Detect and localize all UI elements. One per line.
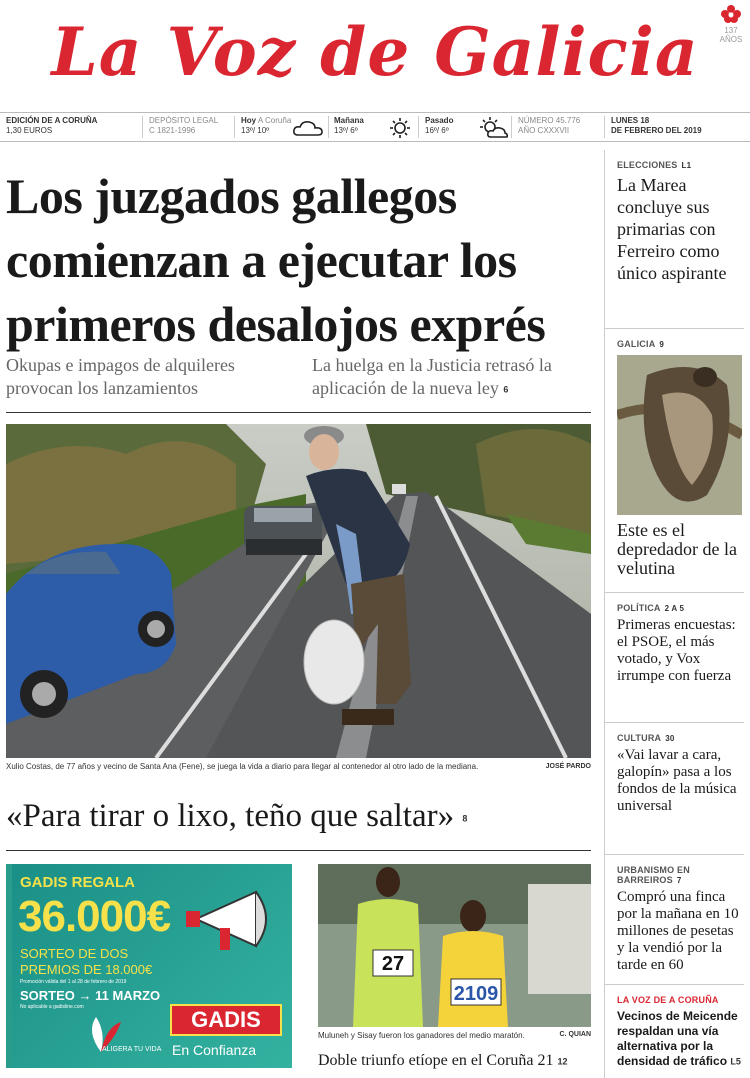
- flower-icon: [720, 4, 742, 24]
- photo-caption: JOSÉ PARDO Xulio Costas, de 77 años y vecino de Santa Ana (Fene), se juega la vida a diario para llegar al contenedor al otro lado de la mediana.: [6, 762, 591, 771]
- lead-headline[interactable]: Los juzgados gallegos comienzan a ejecutar los primeros desalojos exprés: [6, 168, 546, 352]
- cloudy-icon: [291, 117, 325, 139]
- ad-line4: PREMIOS DE 18.000€: [20, 962, 153, 977]
- sidebar-kicker: ELECCIONES L1: [617, 160, 692, 171]
- date-info: LUNES 18 DE FEBRERO DEL 2019: [611, 116, 702, 135]
- photo-credit: JOSÉ PARDO: [545, 763, 591, 770]
- gadis-logo: GADIS: [170, 1004, 282, 1036]
- grey-car: [244, 506, 322, 555]
- sidebar-kicker: GALICIA 9: [617, 339, 665, 350]
- sidebar-text: Primeras encuestas: el PSOE, el más votado, y Vox irrumpe con fuerza: [617, 617, 736, 685]
- lead-deck-right: La huelga en la Justicia retrasó la aplicación de la nueva ley 6: [312, 355, 552, 398]
- sidebar-item-politica[interactable]: [604, 592, 744, 722]
- weather-today: Hoy A Coruña 13º/ 10º: [241, 116, 292, 135]
- marathon-headline[interactable]: Doble triunfo etíope en el Coruña 21 12: [318, 1052, 568, 1069]
- sidebar-kicker: URBANISMO EN BARREIROS 7: [617, 865, 690, 886]
- runners-illustration: [318, 864, 591, 1027]
- page-reference: 12: [557, 1056, 568, 1067]
- ad-slogan: ALIGERA TU VIDA: [102, 1046, 162, 1053]
- bib-left: 27: [381, 953, 405, 975]
- sidebar-text: Compró una finca por la mañana en 10 millones de pesetas y la vendió por la tarde en 60: [617, 889, 739, 974]
- masthead-title: La Voz de Galicia: [51, 13, 699, 91]
- sidebar-kicker: LA VOZ DE A CORUÑA: [617, 995, 719, 1005]
- marathon-caption: C. QUIAN Muluneh y Sisay fueron los ganadores del medio maratón.: [318, 1031, 591, 1040]
- divider: [604, 116, 605, 138]
- section-rule: [6, 850, 591, 851]
- sun-cloud-icon: [476, 117, 510, 139]
- lead-deck-left: Okupas e impagos de alquileres provocan los lanzamientos: [6, 355, 235, 398]
- divider: [418, 116, 419, 138]
- weather-after: Pasado 16º/ 6º: [425, 116, 454, 135]
- divider: [328, 116, 329, 138]
- anniversary-number: 137: [724, 26, 738, 35]
- sidebar-text: La Marea concluye sus primarias con Ferreiro como único aspirante: [617, 175, 727, 284]
- bib-right: 2109: [453, 983, 499, 1005]
- ad-small2: No aplicable a gadisline.com: [20, 1004, 84, 1010]
- sidebar-text: Este es el depredador de la velutina: [617, 520, 737, 579]
- ad-amount: 36.000€: [18, 892, 171, 941]
- info-bar: [0, 112, 750, 142]
- page-reference: 6: [503, 384, 509, 395]
- ad-small: Promoción válida del 1 al 28 de febrero de 2019: [20, 979, 127, 985]
- road-scene-illustration: [6, 424, 591, 758]
- section-rule: [6, 412, 591, 413]
- divider: [234, 116, 235, 138]
- sidebar-item-urbanismo[interactable]: [604, 854, 744, 984]
- ad-line3: SORTEO DE DOS: [20, 946, 129, 961]
- legal-info: DEPÓSITO LEGAL C 1821-1996: [149, 116, 219, 135]
- price-label: 1,30 EUROS: [6, 126, 53, 135]
- sidebar-item-coruna[interactable]: [604, 984, 744, 1078]
- sidebar-kicker: POLÍTICA 2 A 5: [617, 603, 685, 614]
- sidebar-item-elecciones[interactable]: [604, 150, 744, 328]
- bird-photo: [617, 355, 742, 515]
- sidebar-kicker: CULTURA 30: [617, 733, 675, 744]
- sidebar-text: Vecinos de Meicende respaldan una vía alternativa por la densidad de tráfico L5: [617, 1009, 741, 1068]
- sidebar-item-cultura[interactable]: [604, 722, 744, 854]
- anniversary-label: AÑOS: [719, 35, 743, 44]
- photo-credit: C. QUIAN: [559, 1031, 591, 1038]
- masthead: [0, 0, 750, 108]
- marathon-photo[interactable]: [318, 864, 591, 1027]
- sidebar: [604, 150, 744, 1078]
- sun-icon: [388, 117, 412, 139]
- quote-headline[interactable]: «Para tirar o lixo, teño que saltar» 8: [6, 798, 468, 834]
- anniversary-badge: [716, 4, 746, 44]
- sidebar-text: «Vai lavar a cara, galopín» pasa a los fondos de la música universal: [617, 747, 737, 815]
- ad-draw: SORTEO → 11 MARZO: [20, 988, 161, 1003]
- ad-tagline: En Confianza: [172, 1042, 257, 1058]
- divider: [511, 116, 512, 138]
- edition-info: [6, 116, 97, 136]
- main-photo[interactable]: [6, 424, 591, 758]
- page-reference: 8: [462, 813, 468, 824]
- edition-label: EDICIÓN DE A CORUÑA: [6, 116, 98, 125]
- weather-tomorrow: Mañana 13º/ 6º: [334, 116, 364, 135]
- gadis-advertisement[interactable]: [6, 864, 292, 1068]
- issue-info: NÚMERO 45.776 AÑO CXXXVII: [518, 116, 581, 135]
- divider: [142, 116, 143, 138]
- megaphone-icon: [186, 884, 286, 954]
- sidebar-item-galicia[interactable]: [604, 328, 744, 592]
- ad-line1: GADIS REGALA: [20, 874, 136, 891]
